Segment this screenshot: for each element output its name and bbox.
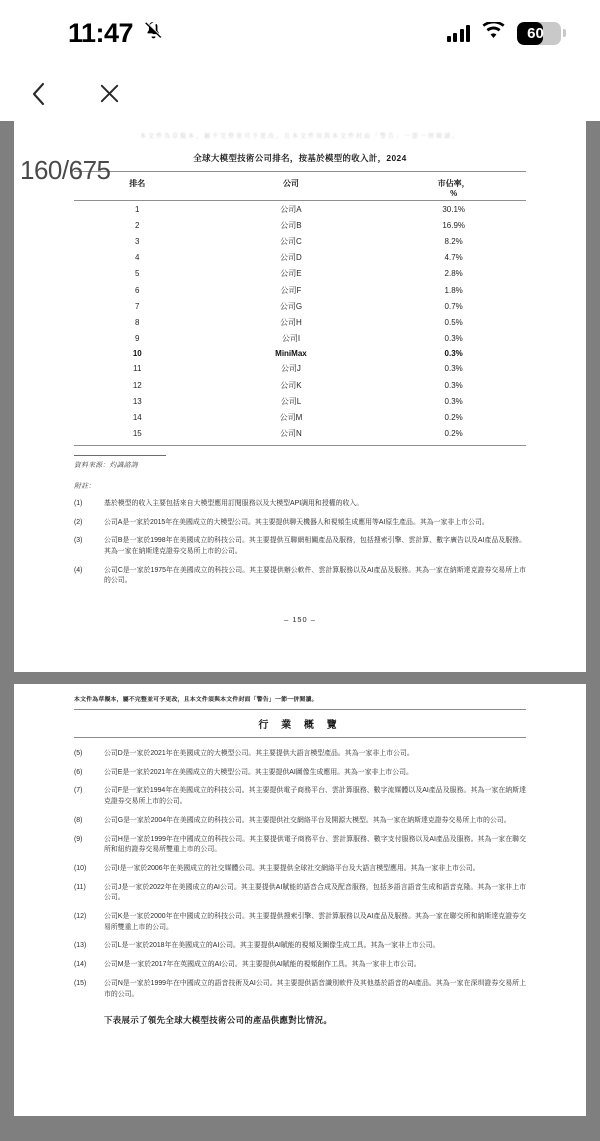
footnote-item: [74, 499, 526, 510]
close-x-icon: [98, 82, 121, 105]
footnote-item: [74, 912, 526, 933]
footnote-number: (6): [74, 768, 83, 776]
table-row: [74, 266, 526, 282]
footnote-item: [74, 960, 526, 971]
close-button[interactable]: [92, 77, 126, 111]
company-cell: 公司M: [279, 413, 303, 423]
footnote-text: 公司L是一家於2018年在美國成立的AI公司。其主要提供AI賦能的視頻及圖像生成工具。其為一家非上市公司。: [104, 942, 440, 950]
rank-cell: 4: [135, 253, 140, 263]
footnote-number: (14): [74, 961, 87, 969]
footnote-text: 公司B是一家於1998年在美國成立的科技公司。其主要提供互聯網相關產品及服務，包括搜索引擎、雲計算、數字廣告以及AI產品及服務。其為一家在納斯達克證券交易所上市的公司。: [104, 537, 526, 555]
rank-cell: 7: [135, 301, 140, 311]
footnote-text: 公司I是一家於2006年在美國成立的社交媒體公司。其主要提供全球社交網絡平台及大語言模型應用。其為一家非上市公司。: [104, 864, 480, 872]
table-row: [74, 331, 526, 347]
company-cell: 公司G: [279, 301, 303, 311]
rank-cell: 1: [135, 204, 140, 214]
battery-body: [517, 22, 561, 45]
table-bottom-rule: [74, 445, 526, 446]
rank-cell: 11: [133, 364, 142, 374]
column-header-share-label: 市佔率，: [437, 179, 470, 188]
footnote-item: [74, 536, 526, 557]
share-cell: 30.1%: [442, 204, 466, 214]
page-header-ghost-text: 本文件為草擬本，屬不完整並可予更改，且本文件須與本文件封面「警告」一節一併閱讀。: [139, 134, 460, 140]
footnote-item: [74, 786, 526, 807]
footnote-text: 公司M是一家於2017年在英國成立的AI公司。其主要提供AI賦能的視頻創作工具。其為一家非上市公司。: [104, 961, 421, 969]
footnote-text: 公司H是一家於1999年在中國成立的科技公司。其主要提供電子商務平台、雲計算服務、數字支付服務以及AI產品及服務。其為一家在聯交所和紐約證券交易所雙重上市的公司。: [104, 835, 526, 854]
company-cell: 公司F: [280, 285, 302, 295]
footnote-number: (10): [74, 864, 87, 872]
company-cell: 公司D: [280, 253, 302, 263]
footnote-number: (1): [74, 499, 83, 507]
share-cell: 16.9%: [442, 220, 466, 230]
footnote-number: (5): [74, 750, 83, 757]
company-cell: 公司I: [281, 334, 301, 344]
footnote-item: [74, 979, 526, 1000]
source-rule: [74, 455, 166, 456]
notes-label: 附註：: [74, 482, 96, 490]
status-bar: [0, 0, 600, 66]
share-cell: 0.5%: [444, 317, 463, 327]
rank-cell: 6: [135, 285, 140, 295]
share-cell: 8.2%: [444, 236, 463, 246]
footnote-item: [74, 518, 526, 529]
cellular-signal-icon: [447, 25, 471, 42]
footnote-text: 公司E是一家於2021年在美國成立的大模型公司。其主要提供AI圖像生成應用。其為一家非上市公司。: [104, 768, 413, 776]
column-header-share-unit: %: [450, 189, 458, 198]
table-row: [74, 250, 526, 266]
share-cell: 0.7%: [444, 301, 463, 311]
footnote-item: [74, 883, 526, 904]
footnote-number: (4): [74, 566, 83, 574]
table-row: [74, 361, 526, 377]
table-row: [74, 217, 526, 233]
share-cell: 0.3%: [444, 364, 463, 374]
rank-cell: 15: [132, 429, 142, 439]
rank-cell: 2: [135, 220, 140, 230]
footnote-number: (11): [74, 883, 86, 891]
table-row: [74, 347, 526, 361]
footnote-text: 公司J是一家於2022年在美國成立的AI公司。其主要提供AI賦能的語音合成及配音服務，包括多語言語音生成和語音克隆。其為一家非上市公司。: [104, 883, 526, 902]
footnote-number: (2): [74, 518, 83, 526]
footnote-item: [74, 816, 526, 827]
table-row: [74, 409, 526, 425]
rank-cell: 10: [132, 349, 142, 359]
footnote-text: 公司A是一家於2015年在美國成立的大模型公司。其主要提供聊天機器人和視頻生成應用等AI原生產品。其為一家非上市公司。: [104, 518, 489, 526]
company-cell: 公司K: [280, 380, 302, 390]
footnote-text: 公司G是一家於2004年在美國成立的科技公司。其主要提供社交網絡平台及開源大模型。其為一家在納斯達克證券交易所上市的公司。: [104, 816, 511, 824]
footnote-text: 公司K是一家於2000年在中國成立的科技公司。其主要提供搜索引擎、雲計算服務以及AI產品及服務。其為一家在聯交所和納斯達克證券交易所雙重上市的公司。: [104, 913, 526, 931]
company-cell: 公司E: [280, 269, 302, 279]
share-cell: 1.8%: [444, 285, 463, 295]
footnote-text: 公司F是一家於1994年在美國成立的科技公司。其主要提供電子商務平台、雲計算服務、數字流媒體以及AI產品及服務。其為一家在納斯達克證券交易所上市的公司。: [104, 787, 526, 806]
footnote-text: 基於模型的收入主要包括來自大模型應用訂閱服務以及大模型API調用和授權的收入。: [104, 499, 364, 507]
company-cell: 公司B: [280, 220, 302, 230]
draft-disclaimer: 本文件為草擬本，屬不完整並可予更改，且本文件須與本文件封面「警告」一節一併閱讀。: [74, 697, 318, 703]
share-cell: 0.3%: [444, 334, 463, 344]
footnote-number: (13): [74, 942, 87, 950]
status-bar-left: [68, 17, 164, 48]
column-header-share: [381, 172, 526, 201]
table-header: [74, 172, 526, 201]
table-row: [74, 233, 526, 249]
footnote-number: (8): [74, 816, 83, 824]
footnote-number: (15): [74, 979, 87, 987]
column-header-rank: 排名: [74, 172, 201, 201]
status-bar-right: [447, 22, 567, 45]
rank-cell: 8: [135, 317, 140, 327]
rank-cell: 14: [132, 413, 142, 423]
battery-indicator: [517, 22, 566, 45]
rank-cell: 9: [135, 334, 140, 344]
battery-level-label: 60: [527, 24, 544, 42]
page-folio: – 150 –: [284, 615, 316, 625]
share-cell: 0.3%: [444, 380, 463, 390]
market-share-table: [74, 171, 526, 442]
document-page-151: [14, 684, 586, 1116]
rank-cell: 13: [132, 396, 142, 406]
footnote-number: (12): [74, 913, 87, 921]
company-cell: 公司J: [280, 364, 301, 374]
company-cell: 公司L: [280, 396, 302, 406]
share-cell: 4.7%: [444, 253, 463, 263]
footnote-item: [74, 749, 526, 760]
share-cell: 2.8%: [444, 269, 463, 279]
bell-slash-icon: [143, 20, 164, 46]
column-header-company: 公司: [201, 172, 382, 201]
footnote-text: 公司D是一家於2021年在美國成立的大模型公司。其主要提供大語言模型產品。其為一家非上市公司。: [104, 750, 414, 757]
page-counter: 160/675: [20, 155, 111, 185]
table-body: [74, 201, 526, 442]
wifi-icon: [482, 22, 505, 45]
company-cell: MiniMax: [275, 349, 307, 359]
footnote-item: [74, 941, 526, 952]
document-reader-viewport[interactable]: [0, 121, 600, 1141]
table-row: [74, 426, 526, 442]
share-cell: 0.2%: [444, 429, 463, 439]
navigation-bar: [0, 66, 600, 121]
company-cell: 公司H: [280, 317, 302, 327]
clock: 11:47: [68, 17, 134, 48]
document-page-150: [14, 121, 586, 672]
table-row: [74, 282, 526, 298]
company-cell: 公司C: [280, 236, 302, 246]
source-note: 資料來源：灼識諮詢: [74, 461, 138, 469]
footnote-number: (9): [74, 835, 83, 843]
footnote-text: 公司C是一家於1975年在美國成立的科技公司。其主要提供辦公軟件、雲計算服務以及AI產品及服務。其為一家在納斯達克證券交易所上市的公司。: [104, 566, 526, 585]
chevron-left-icon: [29, 81, 49, 107]
footnote-text: 公司N是一家於1999年在中國成立的語音技術及AI公司。其主要提供語音識別軟件及其他基於語音的AI產品。其為一家在深圳證券交易所上市的公司。: [104, 979, 526, 998]
footnote-item: [74, 768, 526, 779]
battery-cap-icon: [563, 29, 566, 37]
footnote-item: [74, 835, 526, 856]
rank-cell: 3: [135, 236, 140, 246]
section-title: 行 業 概 覽: [74, 709, 526, 738]
footnote-item: [74, 566, 526, 587]
footnote-number: (3): [74, 537, 83, 545]
table-title: 全球大模型技術公司排名，按基於模型的收入計，2024: [193, 153, 407, 163]
table-row: [74, 201, 526, 218]
table-row: [74, 314, 526, 330]
company-cell: 公司N: [280, 429, 302, 439]
table-row: [74, 393, 526, 409]
footnote-list-page-150: [74, 499, 526, 587]
back-button[interactable]: [22, 77, 56, 111]
share-cell: 0.3%: [444, 396, 463, 406]
company-cell: 公司A: [280, 204, 302, 214]
rank-cell: 5: [135, 269, 140, 279]
table-row: [74, 377, 526, 393]
closing-paragraph: 下表展示了領先全球大模型技術公司的產品供應對比情況。: [104, 1015, 333, 1026]
share-cell: 0.2%: [444, 413, 463, 423]
footnote-number: (7): [74, 787, 83, 795]
footnote-item: [74, 864, 526, 875]
rank-cell: 12: [132, 380, 142, 390]
table-row: [74, 298, 526, 314]
footnote-list-page-151: [74, 749, 526, 1000]
share-cell: 0.3%: [444, 349, 463, 359]
